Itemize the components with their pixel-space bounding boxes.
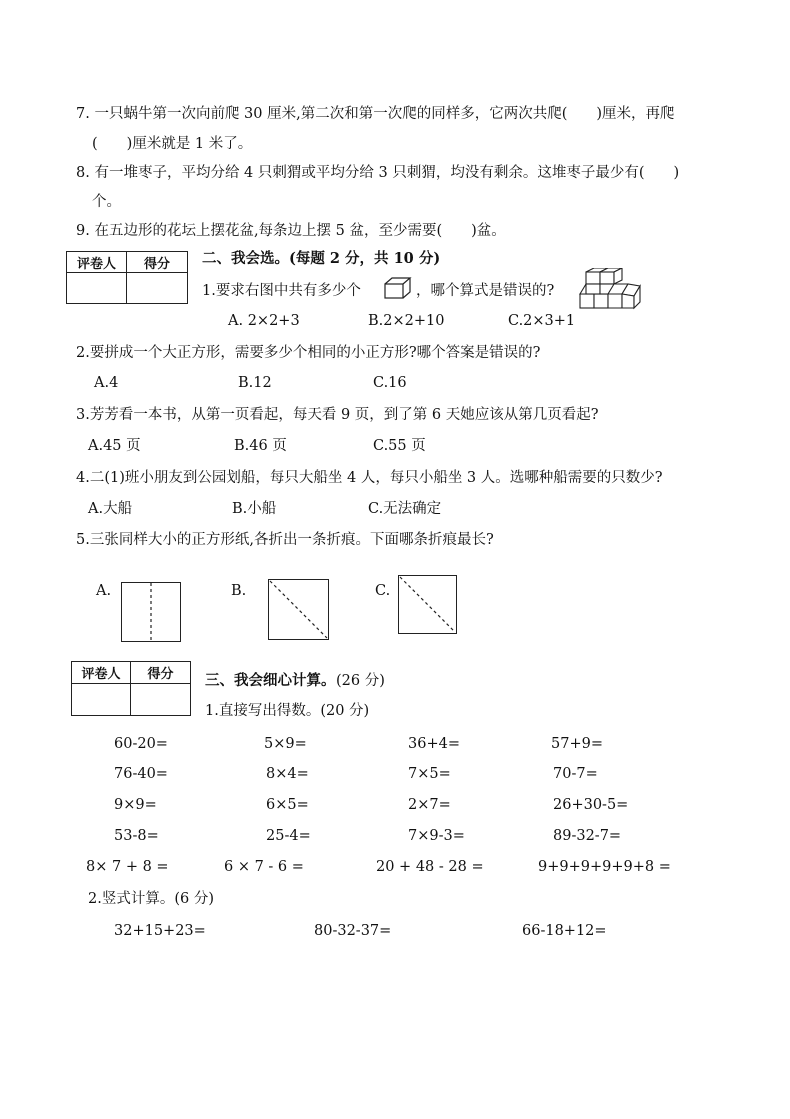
calc-r2-c4: 70-7= bbox=[553, 766, 598, 782]
s2-q4-text: 4.二(1)班小朋友到公园划船，每只大船坐 4 人，每只小船坐 3 人。选哪种船需要的只数少? bbox=[76, 470, 663, 486]
vertical-calc-2: 80-32-37= bbox=[314, 923, 392, 939]
section2-title: 二、我会选。(每题 2 分，共 10 分) bbox=[202, 250, 441, 267]
vertical-calc-3: 66-18+12= bbox=[522, 923, 607, 939]
calc-r5-c1: 8× 7 + 8 = bbox=[86, 859, 169, 875]
score-cell bbox=[127, 273, 187, 303]
calc-r4-c3: 7×9-3= bbox=[408, 828, 465, 844]
fold-crease-c bbox=[398, 575, 457, 634]
s2-q3-option-b: B.46 页 bbox=[234, 438, 287, 454]
calc-r1-c1: 60-20= bbox=[114, 736, 168, 752]
grader-label: 评卷人 bbox=[67, 252, 127, 273]
calc-r5-c2: 6 × 7 - 6 = bbox=[224, 859, 304, 875]
calc-r2-c3: 7×5= bbox=[408, 766, 451, 782]
s2-q4-option-c: C.无法确定 bbox=[368, 501, 442, 517]
s2-q2-option-b: B.12 bbox=[238, 375, 272, 391]
s2-q5-text: 5.三张同样大小的正方形纸,各折出一条折痕。下面哪条折痕最长? bbox=[76, 532, 494, 548]
s2-q1-text-before: 1.要求右图中共有多少个 bbox=[202, 283, 361, 299]
s3-part2-title: 2.竖式计算。(6 分) bbox=[88, 891, 214, 907]
score-label: 得分 bbox=[127, 252, 187, 273]
calc-r1-c3: 36+4= bbox=[408, 736, 460, 752]
calc-r2-c2: 8×4= bbox=[266, 766, 309, 782]
s2-q4-option-b: B.小船 bbox=[232, 501, 277, 517]
fold-crease-a bbox=[121, 582, 181, 642]
calc-r4-c2: 25-4= bbox=[266, 828, 311, 844]
calc-r5-c4: 9+9+9+9+9+8 = bbox=[538, 859, 671, 875]
score-label: 得分 bbox=[131, 662, 190, 684]
score-box-2 bbox=[71, 661, 191, 716]
q8-line2: 个。 bbox=[92, 194, 121, 210]
section3-title: 三、我会细心计算。 bbox=[205, 672, 336, 689]
s2-q1-text-after: ，哪个算式是错误的? bbox=[416, 283, 555, 299]
s2-q1-option-b: B.2×2+10 bbox=[368, 313, 445, 329]
s2-q2-option-c: C.16 bbox=[373, 375, 407, 391]
fold-label-b: B. bbox=[231, 583, 247, 599]
s2-q2-option-a: A.4 bbox=[94, 375, 119, 391]
small-cube-icon bbox=[383, 276, 413, 300]
q7-line1: 7. 一只蜗牛第一次向前爬 30 厘米,第二次和第一次爬的同样多，它两次共爬( )厘米，再爬 bbox=[76, 106, 675, 122]
s2-q1-option-a: A. 2×2+3 bbox=[228, 313, 300, 329]
s2-q4-option-a: A.大船 bbox=[88, 501, 133, 517]
s2-q3-option-a: A.45 页 bbox=[88, 438, 141, 454]
s3-part1-title: 1.直接写出得数。(20 分) bbox=[205, 703, 370, 719]
q8-line1: 8. 有一堆枣子，平均分给 4 只刺猬或平均分给 3 只刺猬，均没有剩余。这堆枣子最少有( ) bbox=[76, 165, 680, 181]
fold-label-c: C. bbox=[375, 583, 391, 599]
grader-cell bbox=[72, 684, 131, 715]
q9: 9. 在五边形的花坛上摆花盆,每条边上摆 5 盆，至少需要( )盆。 bbox=[76, 223, 506, 239]
s2-q1-option-c: C.2×3+1 bbox=[508, 313, 576, 329]
calc-r2-c1: 76-40= bbox=[114, 766, 168, 782]
stacked-cubes-figure bbox=[578, 268, 642, 312]
s2-q3-option-c: C.55 页 bbox=[373, 438, 426, 454]
vertical-calc-1: 32+15+23= bbox=[114, 923, 206, 939]
calc-r3-c3: 2×7= bbox=[408, 797, 451, 813]
s2-q3-text: 3.芳芳看一本书，从第一页看起，每天看 9 页，到了第 6 天她应该从第几页看起? bbox=[76, 407, 599, 423]
fold-crease-b bbox=[268, 579, 329, 640]
q7-line2: ( )厘米就是 1 米了。 bbox=[92, 136, 253, 152]
grader-cell bbox=[67, 273, 127, 303]
calc-r5-c3: 20 + 48 - 28 = bbox=[376, 859, 484, 875]
s2-q2-text: 2.要拼成一个大正方形，需要多少个相同的小正方形?哪个答案是错误的? bbox=[76, 345, 541, 361]
calc-r4-c4: 89-32-7= bbox=[553, 828, 622, 844]
calc-r3-c1: 9×9= bbox=[114, 797, 157, 813]
section3-points: (26 分) bbox=[336, 673, 385, 689]
calc-r3-c4: 26+30-5= bbox=[553, 797, 629, 813]
fold-label-a: A. bbox=[96, 583, 112, 599]
score-cell bbox=[131, 684, 190, 715]
calc-r3-c2: 6×5= bbox=[266, 797, 309, 813]
calc-r1-c4: 57+9= bbox=[551, 736, 603, 752]
calc-r1-c2: 5×9= bbox=[264, 736, 307, 752]
calc-r4-c1: 53-8= bbox=[114, 828, 159, 844]
score-box-1 bbox=[66, 251, 188, 304]
grader-label: 评卷人 bbox=[72, 662, 131, 684]
